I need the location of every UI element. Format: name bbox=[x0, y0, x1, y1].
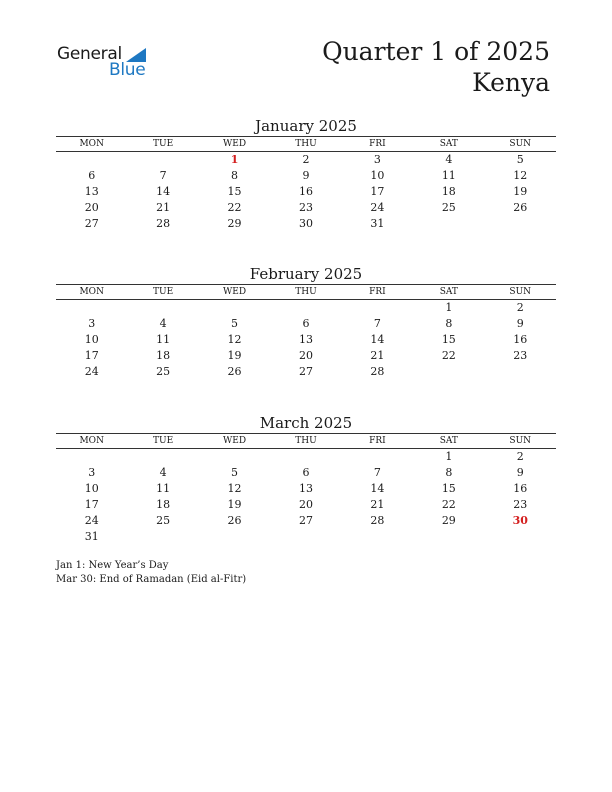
day-cell bbox=[127, 529, 198, 545]
day-cell: 24 bbox=[370, 201, 385, 214]
day-cell: 26 bbox=[227, 365, 242, 378]
month-february bbox=[56, 264, 556, 380]
week-row bbox=[56, 168, 556, 184]
day-cell: 20 bbox=[298, 498, 313, 511]
day-cell: 12 bbox=[513, 169, 528, 182]
day-cell bbox=[56, 449, 127, 465]
day-cell: 28 bbox=[156, 217, 171, 230]
day-cell: 10 bbox=[370, 169, 385, 182]
day-cell bbox=[485, 216, 556, 232]
weekday-header: MON bbox=[79, 139, 104, 149]
day-cell: 31 bbox=[370, 217, 385, 230]
day-cell: 30 bbox=[298, 217, 313, 230]
day-cell bbox=[199, 529, 270, 545]
day-cell bbox=[127, 300, 198, 316]
weekday-header-row bbox=[56, 136, 556, 152]
day-cell: 2 bbox=[516, 450, 524, 463]
day-cell: 9 bbox=[516, 466, 524, 479]
week-row bbox=[56, 184, 556, 200]
day-cell bbox=[342, 449, 413, 465]
day-cell: 2 bbox=[516, 301, 524, 314]
day-cell: 4 bbox=[445, 153, 453, 166]
day-cell: 18 bbox=[441, 185, 456, 198]
day-cell: 16 bbox=[513, 333, 528, 346]
title-country: Kenya bbox=[472, 68, 550, 97]
day-cell bbox=[413, 364, 484, 380]
day-cell bbox=[342, 300, 413, 316]
logo bbox=[57, 44, 157, 84]
day-cell: 16 bbox=[513, 482, 528, 495]
day-cell: 26 bbox=[227, 514, 242, 527]
month-name: January 2025 bbox=[255, 117, 357, 135]
day-cell: 23 bbox=[298, 201, 313, 214]
day-cell: 28 bbox=[370, 365, 385, 378]
title-quarter: Quarter 1 of 2025 bbox=[322, 37, 550, 66]
day-cell bbox=[56, 152, 127, 168]
day-cell: 14 bbox=[370, 333, 385, 346]
day-cell: 14 bbox=[370, 482, 385, 495]
day-cell bbox=[270, 449, 341, 465]
day-cell: 15 bbox=[227, 185, 242, 198]
day-cell: 12 bbox=[227, 333, 242, 346]
day-cell: 11 bbox=[156, 333, 171, 346]
day-cell: 27 bbox=[84, 217, 99, 230]
holiday-note: Jan 1: New Year’s Day bbox=[56, 560, 169, 571]
day-cell: 19 bbox=[227, 349, 242, 362]
day-cell bbox=[199, 449, 270, 465]
weekday-header: SUN bbox=[509, 436, 532, 446]
day-cell: 18 bbox=[156, 498, 171, 511]
day-cell bbox=[270, 300, 341, 316]
week-row bbox=[56, 364, 556, 380]
day-cell bbox=[413, 216, 484, 232]
day-cell: 5 bbox=[516, 153, 524, 166]
day-cell: 7 bbox=[373, 466, 381, 479]
day-cell bbox=[56, 300, 127, 316]
logo-general-text: General bbox=[57, 44, 122, 64]
day-cell: 20 bbox=[84, 201, 99, 214]
weekday-header: MON bbox=[79, 436, 104, 446]
day-cell: 28 bbox=[370, 514, 385, 527]
logo-blue-text: Blue bbox=[109, 60, 146, 80]
week-row bbox=[56, 481, 556, 497]
day-cell: 21 bbox=[156, 201, 171, 214]
day-cell: 27 bbox=[298, 365, 313, 378]
holiday-note: Mar 30: End of Ramadan (Eid al-Fitr) bbox=[56, 574, 247, 585]
day-cell bbox=[270, 529, 341, 545]
weekday-header: TUE bbox=[153, 436, 174, 446]
week-row bbox=[56, 300, 556, 316]
day-cell: 11 bbox=[156, 482, 171, 495]
day-cell: 16 bbox=[298, 185, 313, 198]
day-cell: 24 bbox=[84, 514, 99, 527]
weekday-header: THU bbox=[295, 139, 317, 149]
weekday-header: FRI bbox=[369, 436, 386, 446]
day-cell bbox=[485, 364, 556, 380]
week-row bbox=[56, 513, 556, 529]
week-row bbox=[56, 216, 556, 232]
day-cell: 13 bbox=[298, 482, 313, 495]
day-cell: 17 bbox=[84, 498, 99, 511]
day-cell: 9 bbox=[302, 169, 310, 182]
day-cell bbox=[127, 449, 198, 465]
day-cell: 14 bbox=[156, 185, 171, 198]
week-row bbox=[56, 152, 556, 168]
month-name: March 2025 bbox=[259, 414, 353, 432]
week-row bbox=[56, 348, 556, 364]
week-row bbox=[56, 497, 556, 513]
day-cell: 25 bbox=[156, 365, 171, 378]
weekday-header: WED bbox=[223, 139, 247, 149]
holiday-day-cell: 30 bbox=[512, 514, 528, 527]
day-cell: 12 bbox=[227, 482, 242, 495]
day-cell: 26 bbox=[513, 201, 528, 214]
day-cell: 25 bbox=[156, 514, 171, 527]
week-row bbox=[56, 332, 556, 348]
day-cell: 22 bbox=[441, 498, 456, 511]
weekday-header: FRI bbox=[369, 287, 386, 297]
weekday-header: MON bbox=[79, 287, 104, 297]
day-cell: 31 bbox=[84, 530, 99, 543]
day-cell: 3 bbox=[88, 466, 96, 479]
page-title bbox=[322, 36, 550, 98]
week-row bbox=[56, 200, 556, 216]
day-cell: 13 bbox=[298, 333, 313, 346]
week-row bbox=[56, 449, 556, 465]
weekday-header: WED bbox=[223, 436, 247, 446]
month-january bbox=[56, 116, 556, 232]
day-cell bbox=[413, 529, 484, 545]
day-cell: 8 bbox=[445, 466, 453, 479]
day-cell: 7 bbox=[373, 317, 381, 330]
day-cell: 23 bbox=[513, 349, 528, 362]
weekday-header: TUE bbox=[153, 287, 174, 297]
day-cell: 6 bbox=[88, 169, 96, 182]
day-cell: 6 bbox=[302, 466, 310, 479]
day-cell: 10 bbox=[84, 482, 99, 495]
day-cell: 8 bbox=[445, 317, 453, 330]
weekday-header: FRI bbox=[369, 139, 386, 149]
weekday-header: SUN bbox=[509, 139, 532, 149]
weekday-header: SUN bbox=[509, 287, 532, 297]
weekday-header: SAT bbox=[439, 436, 458, 446]
day-cell bbox=[485, 529, 556, 545]
day-cell: 8 bbox=[231, 169, 239, 182]
day-cell: 4 bbox=[159, 466, 167, 479]
day-cell: 7 bbox=[159, 169, 167, 182]
weekday-header: TUE bbox=[153, 139, 174, 149]
day-cell: 19 bbox=[513, 185, 528, 198]
day-cell: 9 bbox=[516, 317, 524, 330]
day-cell: 21 bbox=[370, 349, 385, 362]
week-row bbox=[56, 465, 556, 481]
day-cell: 29 bbox=[227, 217, 242, 230]
day-cell: 22 bbox=[227, 201, 242, 214]
day-cell: 20 bbox=[298, 349, 313, 362]
day-cell: 11 bbox=[441, 169, 456, 182]
holiday-day-cell: 1 bbox=[230, 153, 239, 166]
day-cell: 4 bbox=[159, 317, 167, 330]
day-cell: 3 bbox=[88, 317, 96, 330]
day-cell: 22 bbox=[441, 349, 456, 362]
holiday-notes bbox=[56, 559, 246, 587]
week-row bbox=[56, 316, 556, 332]
day-cell: 1 bbox=[445, 450, 453, 463]
day-cell: 15 bbox=[441, 333, 456, 346]
day-cell: 13 bbox=[84, 185, 99, 198]
day-cell: 10 bbox=[84, 333, 99, 346]
day-cell: 15 bbox=[441, 482, 456, 495]
day-cell bbox=[127, 152, 198, 168]
day-cell: 6 bbox=[302, 317, 310, 330]
day-cell: 23 bbox=[513, 498, 528, 511]
weekday-header: SAT bbox=[439, 139, 458, 149]
day-cell: 24 bbox=[84, 365, 99, 378]
day-cell: 19 bbox=[227, 498, 242, 511]
weekday-header-row bbox=[56, 433, 556, 449]
day-cell bbox=[199, 300, 270, 316]
day-cell: 3 bbox=[373, 153, 381, 166]
weekday-header: SAT bbox=[439, 287, 458, 297]
week-row bbox=[56, 529, 556, 545]
day-cell: 5 bbox=[231, 317, 239, 330]
day-cell: 18 bbox=[156, 349, 171, 362]
day-cell: 17 bbox=[84, 349, 99, 362]
day-cell bbox=[342, 529, 413, 545]
weekday-header: WED bbox=[223, 287, 247, 297]
day-cell: 2 bbox=[302, 153, 310, 166]
weekday-header: THU bbox=[295, 436, 317, 446]
day-cell: 17 bbox=[370, 185, 385, 198]
day-cell: 29 bbox=[441, 514, 456, 527]
weekday-header-row bbox=[56, 284, 556, 300]
month-march bbox=[56, 413, 556, 545]
day-cell: 27 bbox=[298, 514, 313, 527]
month-name: February 2025 bbox=[249, 265, 363, 283]
weekday-header: THU bbox=[295, 287, 317, 297]
day-cell: 25 bbox=[441, 201, 456, 214]
day-cell: 21 bbox=[370, 498, 385, 511]
day-cell: 1 bbox=[445, 301, 453, 314]
day-cell: 5 bbox=[231, 466, 239, 479]
